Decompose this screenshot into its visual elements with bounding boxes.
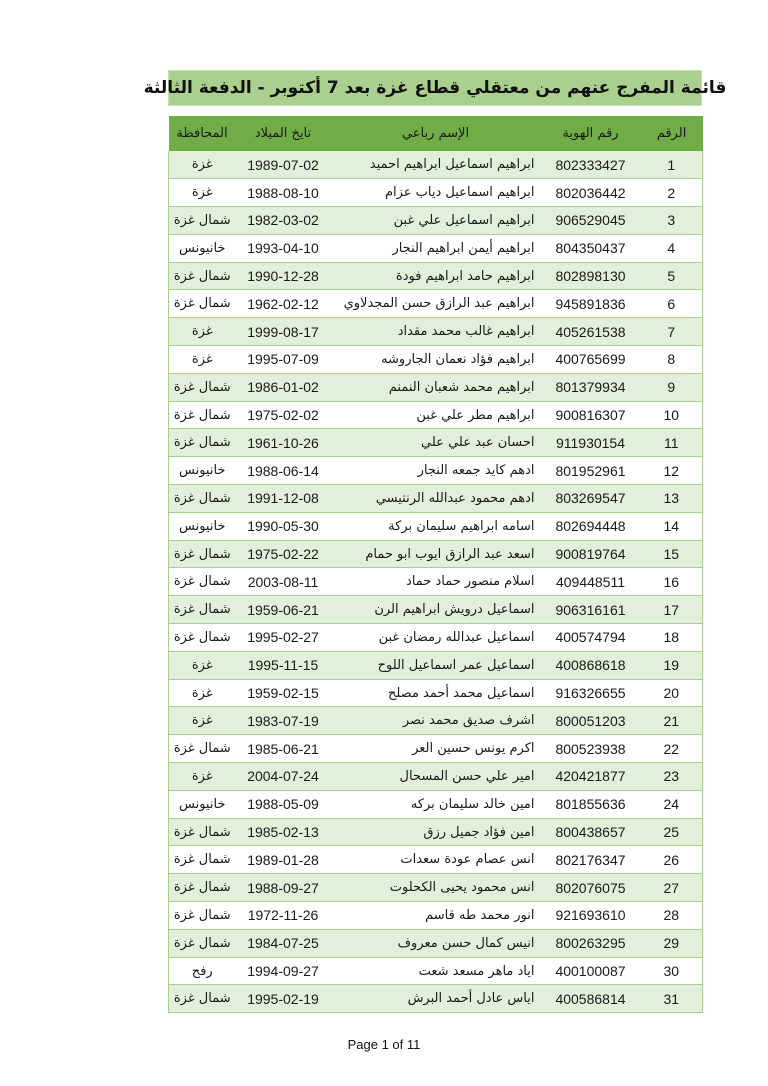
- row-number: 4: [667, 240, 676, 257]
- row-birth-date: 1995-07-09: [247, 351, 319, 368]
- table-row: [169, 790, 703, 818]
- column-header-number: الرقم: [656, 126, 687, 141]
- table-row: [169, 568, 703, 596]
- row-full-name: ابراهيم فؤاد نعمان الجاروشه: [381, 351, 535, 367]
- table-row: [169, 401, 703, 429]
- document-title: قائمة المفرج عنهم من معتقلي قطاع غزة بعد 7 أكتوبر - الدفعة الثالثة: [143, 78, 727, 98]
- row-number: 9: [667, 379, 676, 396]
- table-row: [169, 651, 703, 679]
- row-number: 17: [663, 601, 680, 618]
- row-number: 13: [663, 490, 680, 507]
- row-id-number: 800523938: [555, 740, 626, 757]
- row-birth-date: 1995-02-27: [247, 629, 319, 646]
- table-row: [169, 874, 703, 902]
- table-body: [169, 151, 703, 1013]
- table-row: [169, 179, 703, 207]
- row-birth-date: 1959-02-15: [247, 685, 319, 702]
- row-id-number: 409448511: [555, 573, 626, 590]
- row-governorate: غزة: [191, 768, 213, 784]
- row-number: 8: [667, 351, 676, 368]
- row-number: 29: [663, 935, 680, 952]
- row-full-name: ابراهيم اسماعيل علي غبن: [393, 212, 535, 228]
- row-birth-date: 1986-01-02: [247, 379, 319, 396]
- row-governorate: خانيونس: [179, 796, 226, 812]
- row-number: 16: [663, 573, 680, 590]
- row-governorate: غزة: [191, 324, 213, 340]
- row-number: 11: [663, 434, 679, 451]
- row-governorate: شمال غزة: [173, 435, 231, 451]
- row-birth-date: 1962-02-12: [247, 295, 319, 312]
- row-birth-date: 1982-03-02: [247, 212, 319, 229]
- row-number: 19: [663, 657, 680, 674]
- row-full-name: اسعد عبد الرازق ايوب ابو حمام: [365, 546, 535, 562]
- row-governorate: شمال غزة: [173, 907, 231, 923]
- row-birth-date: 1991-12-08: [247, 490, 319, 507]
- table-row: [169, 457, 703, 485]
- page-number-footer: Page 1 of 11: [347, 1037, 421, 1052]
- row-id-number: 802898130: [555, 268, 626, 285]
- column-header-id-number: رقم الهوية: [562, 126, 619, 141]
- row-birth-date: 1975-02-22: [247, 546, 319, 563]
- row-governorate: شمال غزة: [173, 379, 231, 395]
- row-governorate: شمال غزة: [173, 268, 231, 284]
- row-governorate: شمال غزة: [173, 629, 231, 645]
- row-number: 31: [663, 990, 680, 1007]
- row-governorate: شمال غزة: [173, 602, 231, 618]
- row-full-name: انس عصام عودة سعدات: [400, 852, 535, 868]
- row-birth-date: 1975-02-02: [247, 407, 319, 424]
- row-birth-date: 1985-02-13: [247, 824, 319, 841]
- row-full-name: احسان عبد علي علي: [421, 435, 535, 451]
- table-row: [169, 679, 703, 707]
- row-birth-date: 1983-07-19: [247, 712, 319, 729]
- table-row: [169, 929, 703, 957]
- row-birth-date: 1988-08-10: [247, 184, 319, 201]
- row-number: 30: [663, 963, 680, 979]
- row-birth-date: 1989-01-28: [247, 851, 319, 868]
- row-governorate: شمال غزة: [173, 574, 231, 590]
- row-full-name: ابراهيم مطر علي غبن: [416, 407, 535, 423]
- row-id-number: 906316161: [555, 601, 626, 618]
- row-birth-date: 1988-05-09: [247, 796, 319, 813]
- row-number: 28: [663, 907, 680, 924]
- row-id-number: 800438657: [555, 824, 626, 841]
- row-birth-date: 1990-12-28: [247, 268, 319, 285]
- row-full-name: انيس كمال حسن معروف: [397, 935, 535, 951]
- row-full-name: اكرم يونس حسين العر: [412, 741, 535, 757]
- row-birth-date: 1993-04-10: [247, 240, 319, 257]
- row-id-number: 945891836: [555, 295, 626, 312]
- row-full-name: ابراهيم حامد ابراهيم فودة: [395, 268, 535, 284]
- table-row: [169, 207, 703, 235]
- row-number: 15: [663, 546, 680, 563]
- row-id-number: 405261538: [555, 323, 626, 340]
- row-full-name: امين فؤاد جميل رزق: [423, 824, 535, 840]
- row-id-number: 900816307: [555, 407, 626, 424]
- row-governorate: رفح: [191, 963, 213, 979]
- table-row: [169, 512, 703, 540]
- row-full-name: ادهم كايد جمعه النجار: [417, 463, 535, 479]
- row-birth-date: 1994-09-27: [247, 963, 319, 979]
- row-birth-date: 1989-07-02: [247, 156, 319, 173]
- table-row: [169, 540, 703, 568]
- table-row: [169, 707, 703, 735]
- table-row: [169, 624, 703, 652]
- row-birth-date: 1985-06-21: [247, 740, 319, 757]
- row-birth-date: 1999-08-17: [247, 323, 319, 340]
- row-governorate: شمال غزة: [173, 212, 231, 228]
- row-id-number: 804350437: [555, 240, 626, 257]
- row-number: 1: [667, 156, 676, 173]
- table-row: [169, 151, 703, 179]
- row-number: 5: [667, 268, 676, 285]
- table-row: [169, 429, 703, 457]
- row-full-name: ابراهيم غالب محمد مقداد: [397, 324, 535, 340]
- table-row: [169, 318, 703, 346]
- row-full-name: انور محمد طه قاسم: [425, 907, 535, 923]
- row-id-number: 800263295: [555, 935, 626, 952]
- row-governorate: شمال غزة: [173, 741, 231, 757]
- row-full-name: اشرف صديق محمد نصر: [402, 713, 535, 729]
- row-id-number: 420421877: [555, 768, 626, 785]
- row-full-name: اسماعيل عبدالله رمضان غبن: [378, 629, 535, 645]
- row-number: 2: [667, 184, 676, 201]
- row-id-number: 921693610: [555, 907, 626, 924]
- row-number: 10: [663, 407, 680, 424]
- row-number: 22: [663, 740, 680, 757]
- row-full-name: اسماعيل درويش ابراهيم الرن: [374, 602, 535, 618]
- row-full-name: ابراهيم اسماعيل ابراهيم احميد: [369, 157, 535, 173]
- row-birth-date: 1961-10-26: [247, 434, 319, 451]
- row-governorate: شمال غزة: [173, 852, 231, 868]
- row-number: 24: [663, 796, 680, 813]
- row-full-name: ادهم محمود عبدالله الرنتيسي: [375, 490, 535, 506]
- row-governorate: شمال غزة: [173, 546, 231, 562]
- row-id-number: 802333427: [555, 156, 626, 173]
- row-id-number: 801952961: [555, 462, 626, 479]
- table-row: [169, 373, 703, 401]
- row-governorate: خانيونس: [179, 518, 226, 534]
- row-id-number: 911930154: [555, 434, 626, 451]
- row-number: 21: [663, 712, 680, 729]
- row-id-number: 916326655: [555, 685, 626, 702]
- row-birth-date: 1988-06-14: [247, 462, 319, 479]
- row-birth-date: 1990-05-30: [247, 518, 319, 535]
- row-id-number: 400586814: [555, 990, 626, 1007]
- row-number: 23: [663, 768, 680, 785]
- table-row: [169, 290, 703, 318]
- table-row: [169, 346, 703, 374]
- column-header-full-name: الإسم رباعي: [401, 126, 470, 141]
- row-number: 7: [667, 323, 676, 340]
- row-id-number: 800051203: [555, 712, 626, 729]
- row-full-name: انس محمود يحيى الكحلوت: [389, 880, 535, 896]
- row-birth-date: 1984-07-25: [247, 935, 319, 952]
- table-row: [169, 596, 703, 624]
- table-row: [169, 234, 703, 262]
- row-full-name: ابراهيم محمد شعبان النمنم: [388, 379, 535, 395]
- row-id-number: 801379934: [555, 379, 626, 396]
- released-detainees-table: [168, 116, 703, 1013]
- row-id-number: 400868618: [555, 657, 626, 674]
- table-row: [169, 735, 703, 763]
- row-birth-date: 1995-11-15: [247, 657, 319, 674]
- row-governorate: شمال غزة: [173, 824, 231, 840]
- row-governorate: شمال غزة: [173, 407, 231, 423]
- row-number: 26: [663, 851, 680, 868]
- row-governorate: غزة: [191, 685, 213, 701]
- row-full-name: اسماعيل محمد أحمد مصلح: [387, 685, 535, 701]
- row-id-number: 802694448: [555, 518, 626, 535]
- row-full-name: اسلام منصور حماد حماد: [406, 574, 535, 590]
- table-row: [169, 902, 703, 930]
- row-birth-date: 1959-06-21: [247, 601, 319, 618]
- document-title-band: [143, 70, 727, 106]
- row-governorate: شمال غزة: [173, 296, 231, 312]
- row-id-number: 802076075: [555, 879, 626, 896]
- row-full-name: امين خالد سليمان بركه: [410, 796, 535, 812]
- row-number: 20: [663, 685, 680, 702]
- row-id-number: 400574794: [555, 629, 626, 646]
- row-number: 27: [663, 879, 680, 896]
- row-full-name: اياد ماهر مسعد شعت: [418, 963, 535, 979]
- table-row: [169, 957, 703, 985]
- table-row: [169, 818, 703, 846]
- row-governorate: غزة: [191, 713, 213, 729]
- row-number: 3: [667, 212, 676, 229]
- row-id-number: 802036442: [555, 184, 626, 201]
- row-full-name: اياس عادل أحمد البرش: [407, 991, 535, 1007]
- column-header-birth-date: تايخ الميلاد: [254, 126, 312, 141]
- row-birth-date: 1972-11-26: [247, 907, 319, 924]
- row-governorate: خانيونس: [179, 463, 226, 479]
- row-number: 18: [663, 629, 680, 646]
- row-id-number: 906529045: [555, 212, 626, 229]
- column-header-governorate: المحافظة: [176, 126, 228, 141]
- row-governorate: شمال غزة: [173, 991, 231, 1007]
- table-row: [169, 485, 703, 513]
- row-governorate: غزة: [191, 185, 213, 201]
- row-id-number: 801855636: [555, 796, 626, 813]
- row-governorate: خانيونس: [179, 240, 226, 256]
- row-governorate: غزة: [191, 351, 213, 367]
- row-birth-date: 1995-02-19: [247, 990, 319, 1007]
- row-id-number: 900819764: [555, 546, 626, 563]
- row-birth-date: 2004-07-24: [247, 768, 319, 785]
- row-full-name: امير علي حسن المسحال: [399, 768, 535, 784]
- row-full-name: ابراهيم اسماعيل دياب عزام: [384, 185, 535, 201]
- row-id-number: 803269547: [555, 490, 626, 507]
- row-number: 6: [667, 295, 676, 312]
- row-number: 14: [663, 518, 680, 535]
- row-id-number: 400765699: [555, 351, 626, 368]
- table-row: [169, 262, 703, 290]
- row-id-number: 802176347: [555, 851, 626, 868]
- row-full-name: اسماعيل عمر اسماعيل اللوح: [377, 657, 535, 673]
- row-full-name: اسامه ابراهيم سليمان بركة: [388, 518, 535, 534]
- row-birth-date: 2003-08-11: [247, 573, 319, 590]
- table-row: [169, 846, 703, 874]
- row-birth-date: 1988-09-27: [247, 879, 319, 896]
- row-number: 12: [663, 462, 680, 479]
- row-governorate: غزة: [191, 657, 213, 673]
- row-id-number: 400100087: [555, 963, 626, 979]
- row-governorate: شمال غزة: [173, 490, 231, 506]
- row-governorate: شمال غزة: [173, 880, 231, 896]
- row-full-name: ابراهيم أيمن ابراهيم النجار: [392, 240, 535, 256]
- table-row: [169, 985, 703, 1013]
- table-header-row: [169, 116, 703, 151]
- row-number: 25: [663, 824, 680, 841]
- row-full-name: ابراهيم عبد الرازق حسن المجدلاوي: [343, 296, 535, 312]
- row-governorate: غزة: [191, 157, 213, 173]
- table-row: [169, 763, 703, 791]
- row-governorate: شمال غزة: [173, 935, 231, 951]
